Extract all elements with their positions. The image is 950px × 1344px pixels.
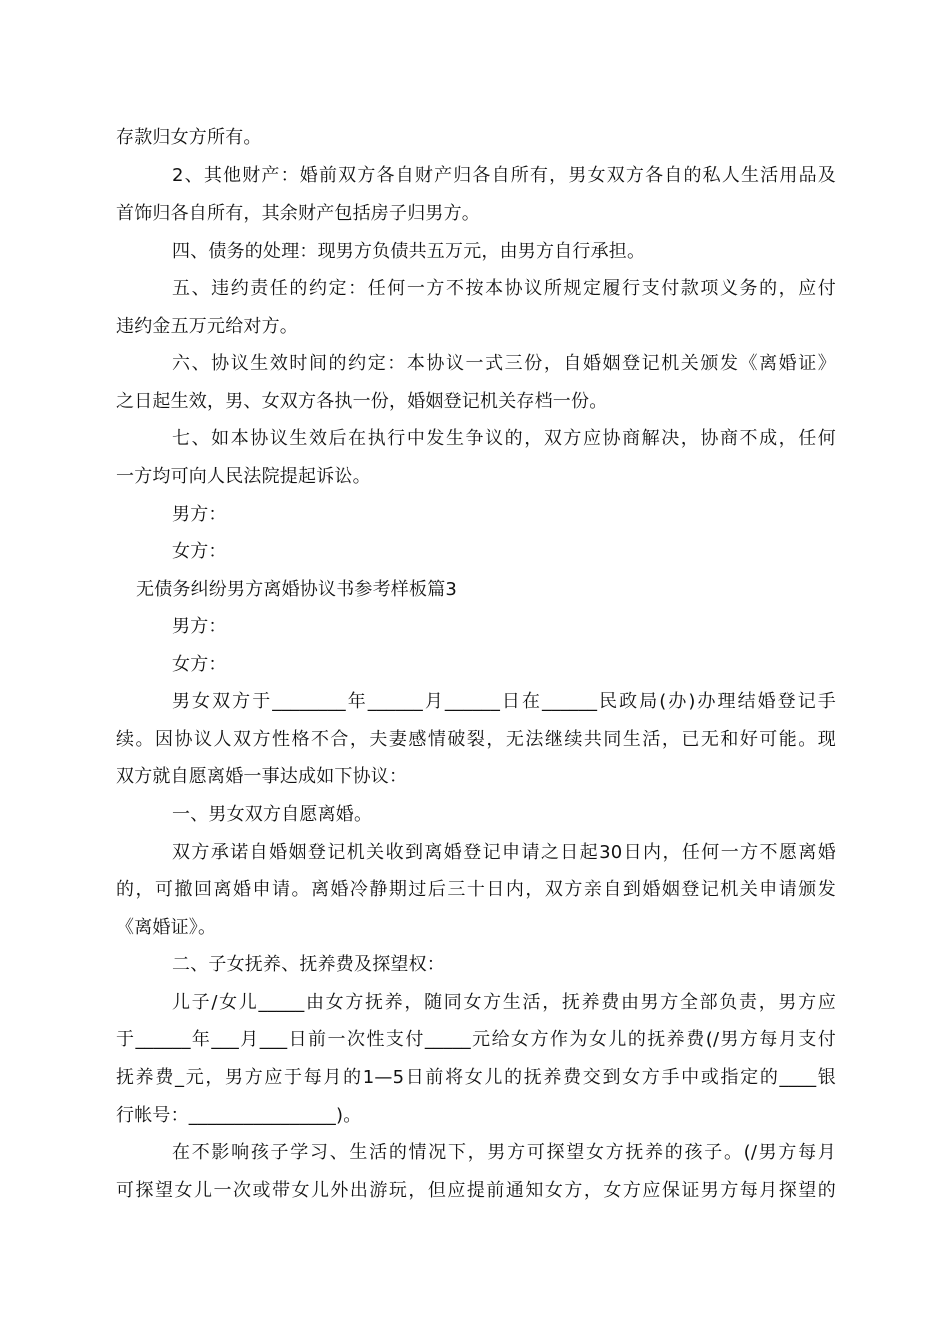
text-line-2: 2、其他财产：婚前双方各自财产归各自所有，男女双方各自的私人生活用品及 bbox=[172, 165, 836, 186]
text-line-28: 在不影响孩子学习、生活的情况下，男方可探望女方抚养的孩子。(/男方每月 bbox=[172, 1142, 836, 1163]
text-line-17: 续。因协议人双方性格不合，夫妻感情破裂，无法继续共同生活，已无和好可能。现 bbox=[116, 729, 836, 750]
text-line-20: 双方承诺自婚姻登记机关收到离婚登记申请之日起30日内，任何一方不愿离婚 bbox=[172, 842, 836, 863]
text-line-29: 可探望女儿一次或带女儿外出游玩，但应提前通知女方，女方应保证男方每月探望的 bbox=[116, 1180, 836, 1201]
text-line-5: 五、违约责任的约定：任何一方不按本协议所规定履行支付款项义务的，应付 bbox=[172, 278, 836, 299]
text-line-7: 六、协议生效时间的约定：本协议一式三份，自婚姻登记机关颁发《离婚证》 bbox=[172, 353, 836, 374]
text-line-4: 四、债务的处理：现男方负债共五万元，由男方自行承担。 bbox=[172, 241, 646, 262]
text-line-25: 于______年___月___日前一次性支付_____元给女方作为女儿的抚养费(/男方每月支付 bbox=[116, 1029, 836, 1050]
text-line-6: 违约金五万元给对方。 bbox=[116, 316, 298, 337]
text-line-24: 儿子/女儿_____由女方抚养，随同女方生活，抚养费由男方全部负责，男方应 bbox=[172, 992, 836, 1013]
text-line-8: 之日起生效，男、女双方各执一份，婚姻登记机关存档一份。 bbox=[116, 391, 608, 412]
text-line-27: 行帐号：________________)。 bbox=[116, 1105, 362, 1126]
party-label-male: 男方： bbox=[172, 616, 227, 637]
text-line-3: 首饰归各自所有，其余财产包括房子归男方。 bbox=[116, 203, 480, 224]
text-line-18: 双方就自愿离婚一事达成如下协议： bbox=[116, 766, 408, 787]
text-line-9: 七、如本协议生效后在执行中发生争议的，双方应协商解决，协商不成，任何 bbox=[172, 428, 836, 449]
text-line-21: 的，可撤回离婚申请。离婚冷静期过后三十日内，双方亲自到婚姻登记机关申请颁发 bbox=[116, 879, 836, 900]
text-line-22: 《离婚证》。 bbox=[116, 917, 217, 938]
text-line-1: 存款归女方所有。 bbox=[116, 127, 262, 148]
text-line-19: 一、男女双方自愿离婚。 bbox=[172, 804, 373, 825]
party-label-female: 女方： bbox=[172, 654, 227, 675]
signature-label-female: 女方： bbox=[172, 541, 227, 562]
text-line-16: 男女双方于________年______月______日在______民政局(办)办理结婚登记手 bbox=[172, 691, 836, 712]
section-title: 无债务纠纷男方离婚协议书参考样板篇3 bbox=[136, 579, 458, 600]
signature-label-male: 男方： bbox=[172, 504, 227, 525]
text-line-23: 二、子女抚养、抚养费及探望权： bbox=[172, 954, 445, 975]
text-line-26: 抚养费_元，男方应于每月的1—5日前将女儿的抚养费交到女方手中或指定的____银 bbox=[116, 1067, 836, 1088]
text-line-10: 一方均可向人民法院提起诉讼。 bbox=[116, 466, 371, 487]
